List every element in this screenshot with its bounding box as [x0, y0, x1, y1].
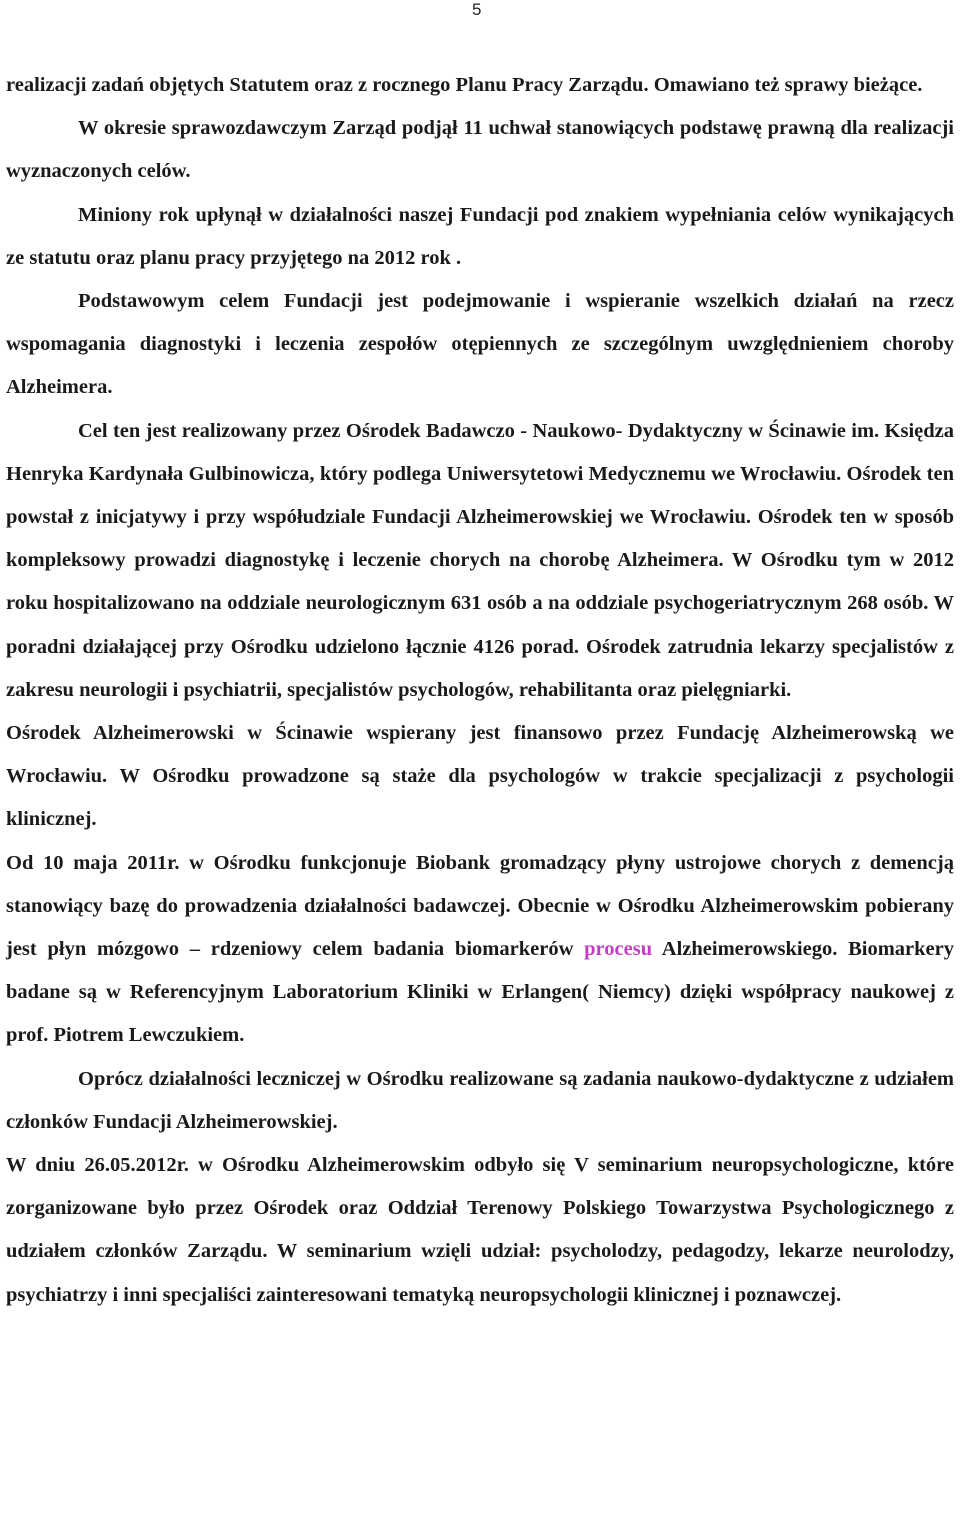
paragraph-research-center: Cel ten jest realizowany przez Ośrodek Badawczo - Naukowo- Dydaktyczny w Ścinawie im. Księdza Henryka Kardynała Gulbinowicza, który podlega Uniwersytetowi Medycznemu we Wrocławiu. Ośrodek ten powstał z inicjatywy i przy współudziale Fundacji Alzheimerowskiej we Wrocławiu. Ośrodek ten w sposób kompleksowy prowadzi diagnostykę i leczenie chorych na chorobę Alzheimera. W Ośrodku tym w 2012 roku hospitalizowano na oddziale neurologicznym 631 osób a na oddziale psychogeriatrycznym 268 osób. W poradni działającej przy Ośrodku udzielono łącznie 4126 porad. Ośrodek zatrudnia lekarzy specjalistów z zakresu neurologii i psychiatrii, specjalistów psychologów, rehabilitanta oraz pielęgniarki. — [6, 419, 954, 701]
paragraph-seminar: W dniu 26.05.2012r. w Ośrodku Alzheimerowskim odbyło się V seminarium neuropsychologiczne, które zorganizowane było przez Ośrodek oraz Oddział Terenowy Polskiego Towarzystwa Psychologicznego z udziałem członków Zarządu. W seminarium wzięli udział: psycholodzy, pedagodzy, lekarze neurolodzy, psychiatrzy i inni specjaliści zainteresowani tematyką neuropsychologii klinicznej i poznawczej. — [6, 1154, 954, 1306]
paragraph-statute-continuation: realizacji zadań objętych Statutem oraz z rocznego Planu Pracy Zarządu. Omawiano też sprawy bieżące. — [6, 74, 923, 96]
paragraph-past-year: Miniony rok upłynął w działalności naszej Fundacji pod znakiem wypełniania celów wynikających ze statutu oraz planu pracy przyjętego na 2012 rok . — [6, 203, 954, 269]
paragraph-funding: Ośrodek Alzheimerowski w Ścinawie wspierany jest finansowo przez Fundację Alzheimerowską we Wrocławiu. W Ośrodku prowadzone są staże dla psychologów w trakcie specjalizacji z psychologii klinicznej. — [6, 722, 954, 831]
highlighted-word: procesu — [584, 938, 653, 961]
biobank-text-after: Alzheimerowskiego. Biomarkery badane są w Referencyjnym Laboratorium Kliniki w Erlangen( Niemcy) dzięki współpracy naukowej z prof. Piotrem Lewczukiem. — [6, 938, 954, 1047]
paragraph-resolutions: W okresie sprawozdawczym Zarząd podjął 11 uchwał stanowiących podstawę prawną dla realizacji wyznaczonych celów. — [6, 117, 954, 183]
paragraph-main-goal: Podstawowym celem Fundacji jest podejmowanie i wspieranie wszelkich działań na rzecz wspomagania diagnostyki i leczenia zespołów otępiennych ze szczególnym uwzględnieniem choroby Alzheimera. — [6, 290, 954, 399]
document-body — [6, 64, 954, 1317]
page-number: 5 — [472, 0, 482, 19]
paragraph-didactic-tasks: Oprócz działalności leczniczej w Ośrodku realizowane są zadania naukowo-dydaktyczne z udziałem członków Fundacji Alzheimerowskiej. — [6, 1067, 954, 1133]
paragraph-biobank — [6, 842, 954, 1058]
biobank-text-before: Od 10 maja 2011r. w Ośrodku funkcjonuje Biobank gromadzący płyny ustrojowe chorych z demencją stanowiący bazę do prowadzenia działalności badawczej. Obecnie w Ośrodku Alzheimerowskim pobierany jest płyn mózgowo – rdzeniowy celem badania biomarkerów — [6, 851, 954, 961]
